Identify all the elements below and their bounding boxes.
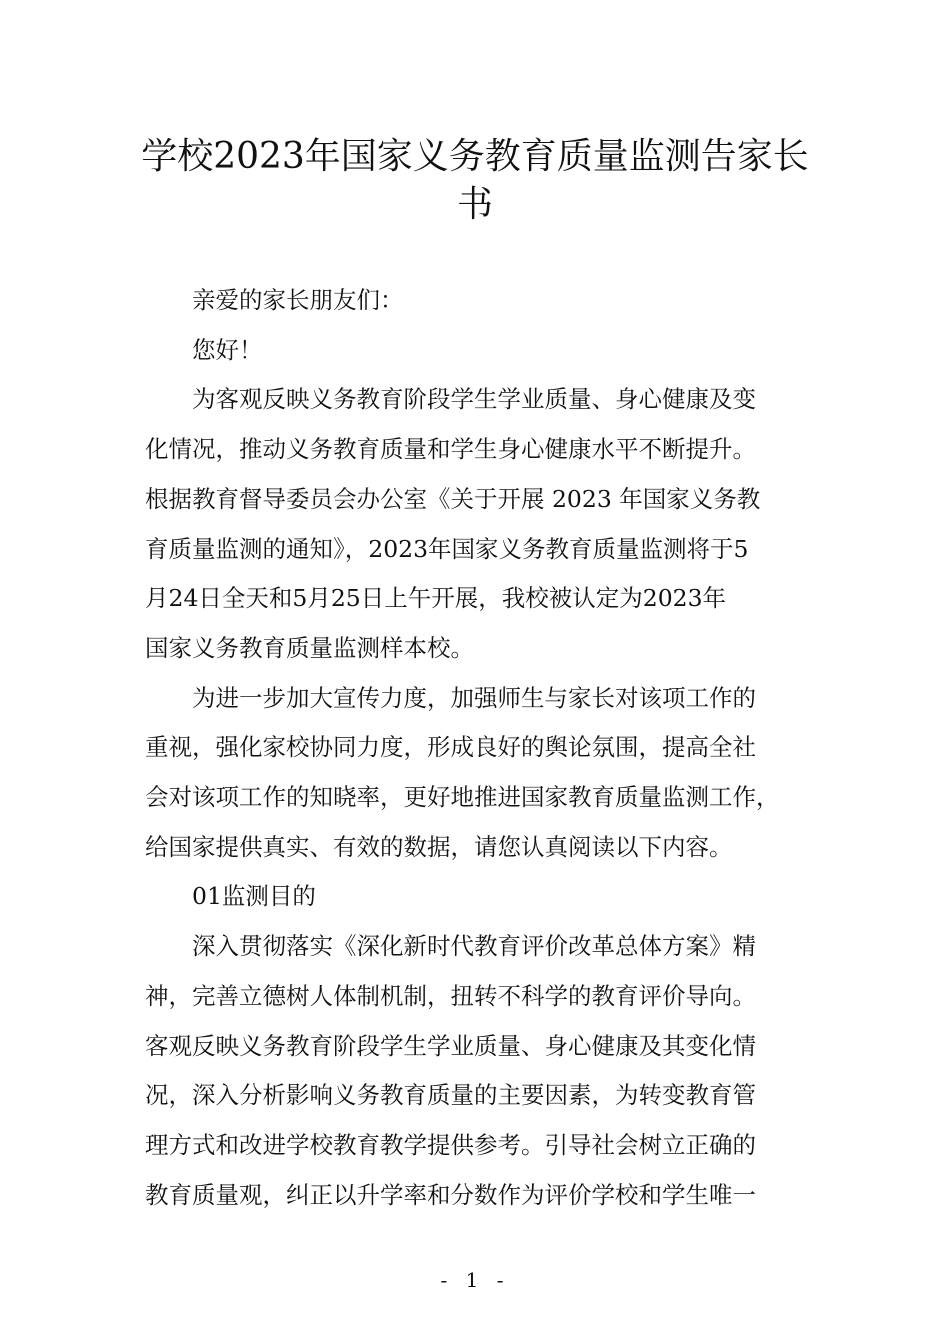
text-line: 为进一步加大宣传力度，加强师生与家长对该项工作的 xyxy=(192,683,756,712)
intro-paragraph xyxy=(145,375,815,673)
text-line: 根据教育督导委员会办公室《关于开展 2023 年国家义务教 xyxy=(145,484,761,513)
publicity-paragraph xyxy=(145,674,815,873)
page-number: - 1 - xyxy=(440,1268,510,1292)
salutation-paragraph xyxy=(145,276,815,326)
text-line: 神，完善立德树人体制机制，扭转不科学的教育评价导向。 xyxy=(145,981,756,1010)
text-line: 况，深入分析影响义务教育质量的主要因素，为转变教育管 xyxy=(145,1081,756,1110)
text-line: 01监测目的 xyxy=(192,882,316,911)
text-line: 月24日全天和5月25日上午开展，我校被认定为2023年 xyxy=(145,584,727,613)
text-line: 给国家提供真实、有效的数据，请您认真阅读以下内容。 xyxy=(145,832,733,861)
text-line: 深入贯彻落实《深化新时代教育评价改革总体方案》精 xyxy=(192,932,756,961)
purpose-paragraph xyxy=(145,922,815,1220)
text-line: 亲爱的家长朋友们： xyxy=(192,286,404,314)
text-line: 理方式和改进学校教育教学提供参考。引导社会树立正确的 xyxy=(145,1130,756,1159)
text-line: 国家义务教育质量监测样本校。 xyxy=(145,633,474,662)
text-line: 重视，强化家校协同力度，形成良好的舆论氛围，提高全社 xyxy=(145,733,756,762)
text-line: 化情况，推动义务教育质量和学生身心健康水平不断提升。 xyxy=(145,435,756,464)
text-line: 为客观反映义务教育阶段学生学业质量、身心健康及变 xyxy=(192,385,756,414)
text-line: 您好！ xyxy=(192,335,263,364)
text-line: 育质量监测的通知》，2023年国家义务教育质量监测将于5 xyxy=(145,534,749,563)
document-title-line-2: 书 xyxy=(456,184,493,225)
text-line: 教育质量观，纠正以升学率和分数作为评价学校和学生唯一 xyxy=(145,1180,756,1209)
greeting-paragraph xyxy=(145,326,815,376)
text-line: 客观反映义务教育阶段学生学业质量、身心健康及其变化情 xyxy=(145,1031,756,1060)
document-body xyxy=(145,276,815,1220)
section-heading xyxy=(145,872,815,922)
document-title-line-1: 学校2023年国家义务教育质量监测告家长 xyxy=(141,136,809,177)
text-line: 会对该项工作的知晓率，更好地推进国家教育质量监测工作， xyxy=(145,783,780,812)
